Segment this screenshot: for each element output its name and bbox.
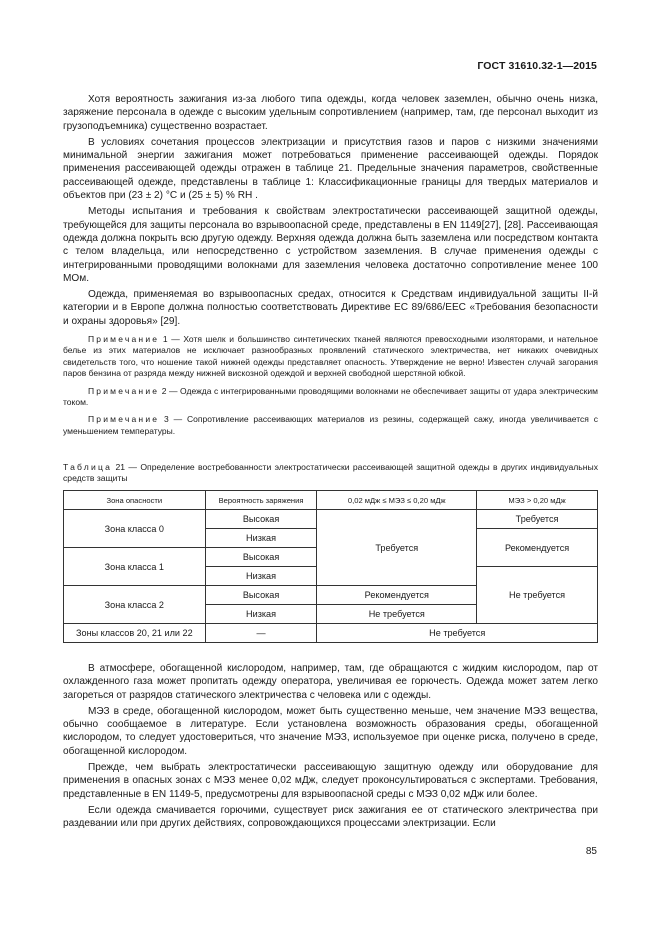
cell-probability: Высокая [205,586,317,605]
note-3 [63,414,598,437]
note-text: 1 — Хотя шелк и большинство синтетических тканей являются превосходными изоляторами, и нательное белье из этих материалов не исключает разнообразных проявлений статического электричества, нет никаких очевидных свидетельств того, что ношение такой нижней одежды представляет опасность. Утверждение не верно! Известен случай загорания паров бензина от разряда между нижней вискозной одеждой и верхней свободной шерстяной юбкой. [63,334,598,379]
cell-probability: Низкая [205,529,317,548]
note-label: Примечание [88,334,160,345]
cell-mie-high-required: Требуется [477,510,598,529]
body-text-top [63,93,598,443]
cell-mie-range-recommended: Рекомендуется [317,586,477,605]
cell-not-required-merged: Не требуется [317,624,598,643]
cell-zone-20: Зоны классов 20, 21 или 22 [64,624,206,643]
cell-mie-high-recommended: Рекомендуется [477,529,598,567]
page-number: 85 [585,846,597,857]
cell-probability: Высокая [205,548,317,567]
cell-zone-1: Зона класса 1 [64,548,206,586]
note-2 [63,386,598,409]
paragraph: Одежда, применяемая во взрывоопасных средах, относится к Средствам индивидуальной защиты II-й категории и в Европе должна полностью соответствовать Директиве ЕС 89/686/ЕЕС «Требования безопасности и охраны здоровья» [29]. [63,289,598,327]
note-label: Примечание [88,414,160,425]
header-charge-probability: Вероятность заряжения [205,491,317,510]
note-text: 2 — Одежда с интегрированными проводящими волокнами не обеспечивает защиты от удара электрическим током. [63,385,598,408]
table-caption-text: 21 — Определение востребованности электростатически рассеивающей защитной одежды в других индивидуальных средств защиты [63,462,598,484]
table-header-row [64,491,598,510]
table-row [64,624,598,643]
paragraph: Хотя вероятность зажигания из-за любого типа одежды, когда человек заземлен, обычно очень низка, заряжение персонала в одежде с высоким удельным сопротивлением (например, там, где персонал выходит из грузоподъемника) существенно возрастает. [63,94,598,132]
cell-mie-range-required: Требуется [317,510,477,586]
note-label: Примечание [88,385,160,396]
paragraph: Прежде, чем выбрать электростатически рассеивающую защитную одежду или оборудование для применения в опасных зонах с МЭЗ менее 0,02 мДж, следует проконсультироваться с экспертами. Требования, представленные в EN 1149-5, предусмотрены для взрывоопасной среды с МЭЗ 0,02 мДж или более. [63,762,598,800]
body-text-bottom [63,662,598,834]
table-caption-label: Таблица [63,462,113,472]
cell-probability: Высокая [205,510,317,529]
table-21 [63,490,598,643]
header-mie-range: 0,02 мДж ≤ МЭЗ ≤ 0,20 мДж [317,491,477,510]
cell-mie-range-not-required: Не требуется [317,605,477,624]
paragraph: Методы испытания и требования к свойствам электростатически рассеивающей защитной одежды, требующейся для защиты персонала во взрывоопасной среде, представлены в EN 1149[27], [28]. Рассеивающая одежда должна покрыть всю другую одежду. Верхняя одежда должна быть заземлена или посредством контакта с телом владельца, или непосредственно с устройством заземления. В случае применения одежды с интегрированными проводящими волокнами для заземления человека достаточно сопротивление менее 100 МОм. [63,206,598,284]
cell-zone-2: Зона класса 2 [64,586,206,624]
paragraph: Если одежда смачивается горючими, существует риск зажигания ее от статического электричества при раздевании или при других действиях, сопровождающихся процессами электризации. Если [63,804,598,830]
cell-probability-dash: — [205,624,317,643]
table-caption [63,462,598,485]
table-row [64,510,598,529]
paragraph: В атмосфере, обогащенной кислородом, например, там, где обращаются с жидким кислородом, пар от охлажденного газа может пропитать одежду оператора, увеличивая ее горючесть. Одежда может затем легко загореться от разрядов статического электричества с человека или с одежды. [63,663,598,701]
note-text: 3 — Сопротивление рассеивающих материалов из резины, содержащей сажу, иногда увеличивается с уменьшением температуры. [63,414,598,436]
cell-zone-0: Зона класса 0 [64,510,206,548]
header-zone: Зона опасности [64,491,206,510]
cell-probability: Низкая [205,567,317,586]
cell-probability: Низкая [205,605,317,624]
paragraph: МЭЗ в среде, обогащенной кислородом, может быть существенно меньше, чем значение МЭЗ вещества, обычно сообщаемое в литературе. Если установлена возможность образования среды, обогащенной кислородом, то следует удостовериться, что значение МЭЗ, используемое при оценке риска, получено в среде, обогащенной кислородом. [63,705,598,757]
document-header: ГОСТ 31610.32-1—2015 [477,60,597,72]
paragraph: В условиях сочетания процессов электризации и присутствия газов и паров с низкими значениями минимальной энергии зажигания может потребоваться применение рассеивающей одежды. Порядок применения рассеивающей одежды отражен в таблице 21. Предельные значения параметров, свойственные рассеивающей одежде, представлены в таблице 1: Классификационные границы для твердых материалов и объектов при (23 ± 2) °С и (25 ± 5) % RH . [63,136,598,202]
header-mie-high: МЭЗ > 0,20 мДж [477,491,598,510]
note-1 [63,334,598,380]
cell-mie-high-not-required: Не требуется [477,567,598,624]
